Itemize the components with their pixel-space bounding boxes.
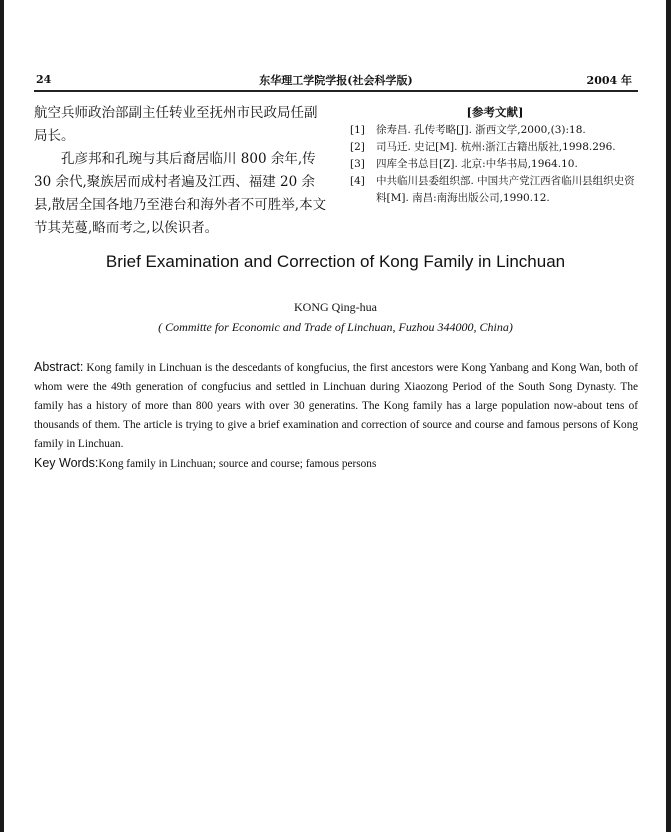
chinese-paragraph-1: 航空兵师政治部副主任转业至抚州市民政局任副局长。 <box>34 105 318 144</box>
abstract-label: Abstract: <box>34 360 84 374</box>
reference-text: 司马迁. 史记[M]. 杭州:浙江古籍出版社,1998.296. <box>376 141 616 153</box>
header-rule <box>34 90 638 92</box>
english-abstract <box>34 358 638 474</box>
journal-name: 东华理工学院学报(社会科学版) <box>259 74 413 87</box>
reference-text: 四库全书总目[Z]. 北京:中华书局,1964.10. <box>376 158 578 170</box>
references-title: [参考文献] <box>466 105 524 119</box>
chinese-body-text <box>34 102 330 240</box>
abstract-paragraph <box>34 358 638 454</box>
reference-item <box>350 156 640 173</box>
reference-text: 中共临川县委组织部. 中国共产党江西省临川县组织史资料[M]. 南昌:南海出版公司,1990.12. <box>376 175 635 204</box>
reference-number: [2] <box>350 141 365 153</box>
page-border-right <box>666 0 671 832</box>
english-title: Brief Examination and Correction of Kong Family in Linchuan <box>105 252 566 271</box>
reference-number: [3] <box>350 158 365 170</box>
references-section <box>350 102 640 207</box>
reference-number: [4] <box>350 175 365 187</box>
abstract-text: Kong family in Linchuan is the descedants of kongfucius, the first ancestors were Kong Yanbang and Kong Wan, both of whom were the 49th generation of congfucius and settled in Linchuan during Xiaozong Period of the South Song Dynasty. The family has a history of more than 800 years with over 30 generatins. The Kong family has a large population now-about tens of thousands of them. The article is trying to give a brief examination and correction of source and course and famous persons of Kong family in Linchuan. <box>34 362 639 450</box>
running-header <box>34 68 638 88</box>
chinese-paragraph-2: 孔彦邦和孔琬与其后裔居临川 800 余年,传 30 余代,聚族居而成村者遍及江西、福建 20 余县,散居全国各地乃至港台和海外者不可胜举,本文节其芜蔓,略而考之,以俟识者。 <box>34 151 327 236</box>
page-border-left <box>0 0 4 832</box>
keywords-paragraph <box>34 454 638 474</box>
keywords-label: Key Words: <box>34 456 99 470</box>
reference-item <box>350 139 640 156</box>
author-name: KONG Qing-hua <box>294 300 377 314</box>
reference-item <box>350 122 640 139</box>
author-affiliation: ( Committe for Economic and Trade of Linchuan, Fuzhou 344000, China) <box>158 320 513 334</box>
keywords-text: Kong family in Linchuan; source and course; famous persons <box>98 458 377 470</box>
page-number: 24 <box>36 73 52 86</box>
reference-item <box>350 173 640 207</box>
reference-text: 徐寿昌. 孔传考略[J]. 浙西文学,2000,(3):18. <box>376 124 586 136</box>
reference-number: [1] <box>350 124 365 136</box>
publication-year: 2004 年 <box>586 74 632 87</box>
